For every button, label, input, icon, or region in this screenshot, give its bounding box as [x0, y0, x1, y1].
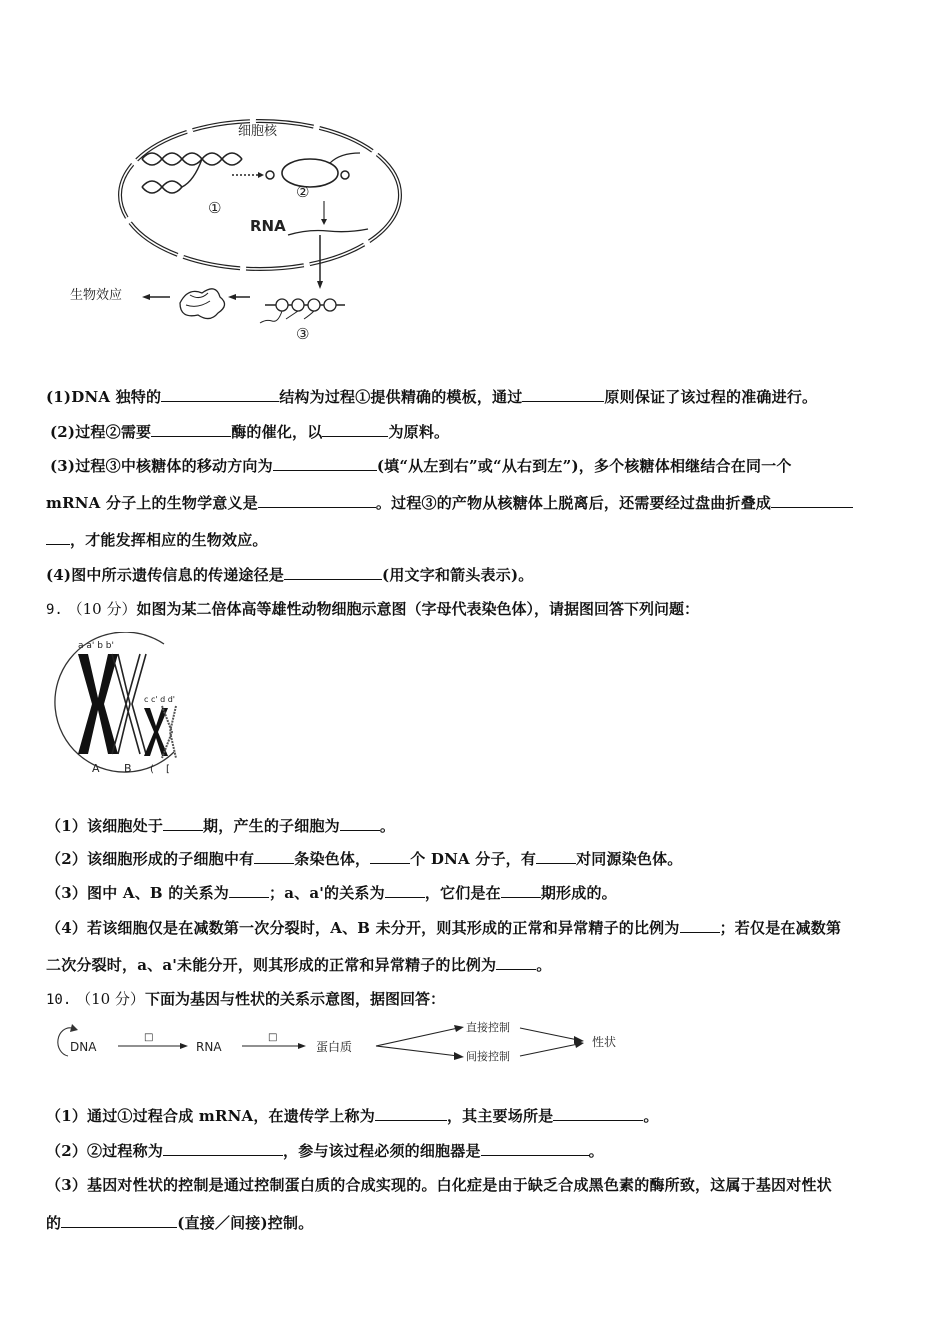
gene-expression-figure: [60, 105, 420, 350]
answer-blank[interactable]: [229, 883, 269, 898]
q8-part1: (1)DNA 独特的 结构为过程①提供精确的模板，通过 原则保证了该过程的准确进行。: [46, 388, 818, 406]
answer-blank[interactable]: [771, 493, 853, 508]
effect-label: 生物效应: [70, 288, 123, 303]
step2-label: □: [268, 1032, 278, 1043]
answer-blank[interactable]: [163, 1141, 283, 1156]
answer-blank[interactable]: [322, 422, 388, 437]
answer-blank[interactable]: [536, 849, 576, 864]
answer-blank[interactable]: [151, 422, 231, 437]
protein-node: 蛋白质: [316, 1040, 353, 1054]
gene-trait-diagram: [46, 1016, 646, 1066]
answer-blank[interactable]: [370, 849, 410, 864]
q8-part3: (3)过程③中核糖体的移动方向为 (填“从左到右”或“从右到左”)，多个核糖体相继结合在同一个: [50, 457, 792, 475]
q9-part2: （2）该细胞形成的子细胞中有 条染色体， 个 DNA 分子，有 对同源染色体。: [46, 850, 683, 868]
indirect-control-node: 间接控制: [466, 1050, 510, 1063]
chromosome-diagram: [44, 632, 194, 782]
answer-blank[interactable]: [273, 456, 377, 471]
answer-blank[interactable]: [254, 849, 294, 864]
answer-blank[interactable]: [161, 387, 279, 402]
answer-blank[interactable]: [46, 530, 70, 545]
answer-blank[interactable]: [501, 883, 541, 898]
answer-blank[interactable]: [258, 493, 376, 508]
q8-part2: (2)过程②需要 酶的催化，以 为原料。: [50, 423, 450, 441]
q9-part3: （3）图中 A、B 的关系为 ；a、a'的关系为 ，它们是在 期形成的。: [46, 884, 617, 902]
label-B: B: [124, 762, 132, 775]
answer-blank[interactable]: [680, 918, 720, 933]
step1-label: □: [144, 1032, 154, 1043]
rna-node: RNA: [196, 1040, 222, 1054]
label-A: A: [92, 762, 100, 775]
answer-blank[interactable]: [385, 883, 425, 898]
q9-part4: （4）若该细胞仅是在减数第一次分裂时，A、B 未分开，则其形成的正常和异常精子的比例为 ；若仅是在减数第: [46, 919, 842, 937]
direct-control-node: 直接控制: [466, 1021, 510, 1034]
q10-part1: （1）通过①过程合成 mRNA，在遗传学上称为 ，其主要场所是 。: [46, 1107, 659, 1125]
answer-blank[interactable]: [61, 1213, 177, 1228]
q9-part4-cont: 二次分裂时，a、a'未能分开，则其形成的正常和异常精子的比例为 。: [46, 956, 552, 974]
answer-blank[interactable]: [163, 816, 203, 831]
answer-blank[interactable]: [481, 1141, 589, 1156]
answer-blank[interactable]: [522, 387, 604, 402]
gene-trait-figure: [46, 1016, 646, 1066]
nucleus-label: 细胞核: [238, 124, 278, 139]
q10-header: 10. （10 分）下面为基因与性状的关系示意图，据图回答：: [46, 990, 445, 1008]
q9-header: 9. （10 分）如图为某二倍体高等雄性动物细胞示意图（字母代表染色体），请据图回答下列问题：: [46, 600, 700, 618]
answer-blank[interactable]: [496, 955, 536, 970]
q10-part3-cont: 的 (直接／间接)控制。: [46, 1214, 314, 1232]
answer-blank[interactable]: [375, 1106, 447, 1121]
q10-part3: （3）基因对性状的控制是通过控制蛋白质的合成实现的。白化症是由于缺乏合成黑色素的酶所致，这属于基因对性状: [46, 1176, 832, 1194]
label-D: [: [166, 764, 170, 775]
answer-blank[interactable]: [284, 565, 382, 580]
q10-part2: （2）②过程称为 ，参与该过程必须的细胞器是 。: [46, 1142, 604, 1160]
rna-label: RNA: [250, 217, 286, 235]
chromosome-top-labels-cd: c c' d d': [144, 695, 175, 704]
label-C: (: [150, 764, 154, 775]
trait-node: 性状: [592, 1035, 617, 1049]
dna-node: DNA: [70, 1040, 97, 1054]
q8-part4: (4)图中所示遗传信息的传递途径是 (用文字和箭头表示)。: [46, 566, 534, 584]
marker-2: ②: [296, 183, 310, 201]
chromosome-top-labels-ab: a a' b b': [78, 641, 114, 651]
q9-part1: （1）该细胞处于 期，产生的子细胞为 。: [46, 817, 396, 835]
q8-part3-cont: mRNA 分子上的生物学意义是 。过程③的产物从核糖体上脱离后，还需要经过盘曲折叠成: [46, 492, 853, 513]
answer-blank[interactable]: [553, 1106, 643, 1121]
marker-3: ③: [296, 325, 310, 343]
answer-blank[interactable]: [340, 816, 380, 831]
marker-1: ①: [208, 199, 222, 217]
gene-expression-diagram: [60, 105, 420, 350]
q8-part3-end: ，才能发挥相应的生物效应。: [46, 529, 268, 550]
chromosome-figure: [44, 632, 194, 782]
